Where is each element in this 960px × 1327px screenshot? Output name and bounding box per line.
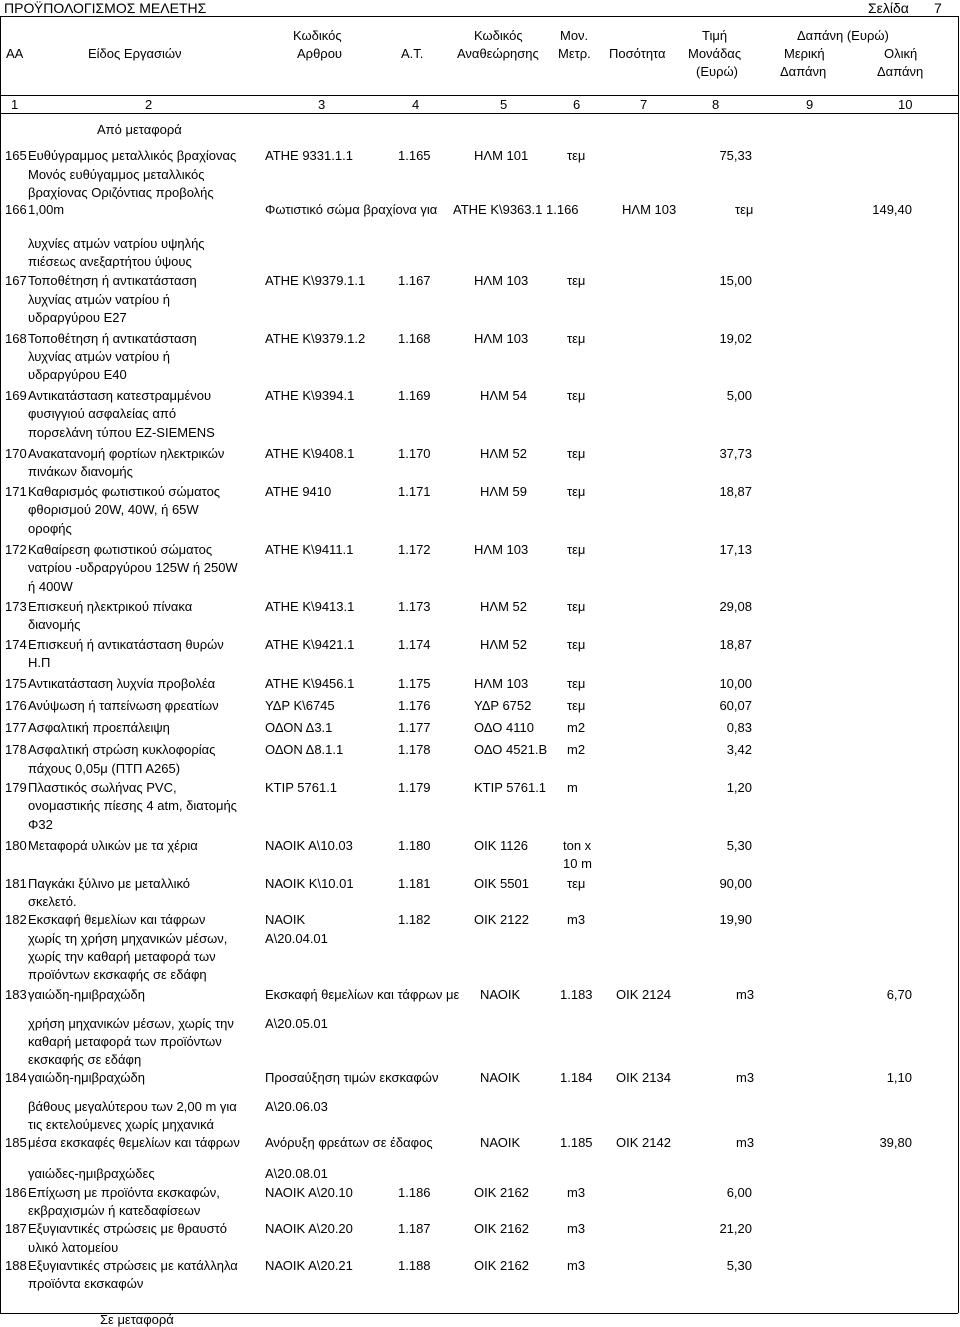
col-header-meriki-dapani: Δαπάνη (780, 64, 827, 79)
cell-text: 1.170 (398, 446, 431, 461)
amount-cell: 18,87 (719, 484, 752, 499)
cell-text: γαιώδες-ημιβραχώδες (28, 1166, 155, 1181)
cell-text: m3 (736, 987, 755, 1002)
cell-text: Ασφαλτική στρώση κυκλοφορίας (28, 742, 216, 757)
cell-text: ΟΔΟΝ Δ8.1.1 (265, 742, 344, 757)
cell-text: ΟΔΟΝ Δ3.1 (265, 720, 333, 735)
cell-text: διανομής (28, 617, 81, 632)
col-number: 6 (573, 97, 581, 112)
amount-cell: 19,02 (719, 331, 752, 346)
amount-cell: 18,87 (719, 637, 752, 652)
cell-text: m3 (567, 912, 586, 927)
amount-cell: 3,42 (726, 742, 752, 757)
col-header-oliki-dapani: Δαπάνη (877, 64, 924, 79)
amount-cell: 21,20 (719, 1221, 752, 1236)
cell-text: τεμ (567, 676, 586, 691)
cell-text: ΗΛΜ 103 (474, 331, 529, 346)
cell-text: λυχνίες ατμών νατρίου υψηλής (28, 236, 205, 251)
row-number: 179 (5, 780, 27, 795)
amount-cell: 39,80 (879, 1135, 912, 1150)
cell-text: ΗΛΜ 52 (480, 637, 527, 652)
cell-text: Καθαίρεση φωτιστικού σώματος (28, 542, 213, 557)
cell-text: 1.176 (398, 698, 431, 713)
cell-text: πινάκων διανομής (28, 464, 133, 479)
cell-text: ton x (563, 838, 592, 853)
cell-text: m3 (736, 1135, 755, 1150)
col-header-posotita: Ποσότητα (609, 46, 666, 61)
cell-text: τεμ (567, 148, 586, 163)
cell-text: ΟΙΚ 2134 (616, 1070, 671, 1085)
col-number: 2 (145, 97, 153, 112)
cell-text: 1.168 (398, 331, 431, 346)
cell-text: λυχνίας ατμών νατρίου ή (28, 349, 170, 364)
cell-text: ΗΛΜ 103 (622, 202, 677, 217)
cell-text: ΑΤΗΕ 9410 (265, 484, 332, 499)
cell-text: 1.174 (398, 637, 431, 652)
cell-text: ΝΑΟΙΚ Α\20.21 (265, 1258, 353, 1273)
amount-cell: 29,08 (719, 599, 752, 614)
amount-cell: 17,13 (719, 542, 752, 557)
cell-text: καθαρή μεταφορά των προϊόντων (28, 1034, 222, 1049)
cell-text: 1,00m (28, 202, 65, 217)
row-number: 166 (5, 202, 27, 217)
row-number: 185 (5, 1135, 27, 1150)
cell-text: ΝΑΟΙΚ (265, 912, 306, 927)
cell-text: υδραργύρου Ε40 (28, 367, 127, 382)
col-number: 9 (806, 97, 814, 112)
cell-text: 1.169 (398, 388, 431, 403)
cell-text: τεμ (567, 599, 586, 614)
cell-text: ΑΤΗΕ Κ\9394.1 (265, 388, 355, 403)
cell-text: ΗΛΜ 52 (480, 446, 527, 461)
carry-in-label: Από μεταφορά (97, 122, 182, 137)
cell-text: 1.175 (398, 676, 431, 691)
table-left-border (0, 16, 1, 1313)
row-number: 187 (5, 1221, 27, 1236)
cell-text: Ευθύγραμμος μεταλλικός βραχίονας (28, 148, 237, 163)
cell-text: m3 (567, 1185, 586, 1200)
cell-text: ΑΤΗΕ 9331.1.1 (265, 148, 353, 163)
cell-text: χρήση μηχανικών μέσων, χωρίς την (28, 1016, 234, 1031)
cell-text: 10 m (563, 856, 592, 871)
col-number: 7 (640, 97, 648, 112)
cell-text: 1.177 (398, 720, 431, 735)
row-number: 171 (5, 484, 27, 499)
col-header-meriki: Μερική (784, 46, 825, 61)
cell-text: νατρίου -υδραργύρου 125W ή 250W (28, 560, 238, 575)
cell-text: ΝΑΟΙΚ Α\20.20 (265, 1221, 353, 1236)
cell-text: Ανακατανομή φορτίων ηλεκτρικών (28, 446, 225, 461)
header-bottom-rule (0, 95, 958, 96)
row-number: 174 (5, 637, 27, 652)
cell-text: τεμ (735, 202, 754, 217)
row-number: 184 (5, 1070, 27, 1085)
amount-cell: 6,70 (886, 987, 912, 1002)
cell-text: Αντικατάσταση λυχνία προβολέα (28, 676, 216, 691)
cell-text: Επισκευή ή αντικατάσταση θυρών (28, 637, 224, 652)
cell-text: τεμ (567, 273, 586, 288)
cell-text: ΗΛΜ 59 (480, 484, 527, 499)
row-number: 180 (5, 838, 27, 853)
row-number: 165 (5, 148, 27, 163)
amount-cell: 149,40 (872, 202, 912, 217)
cell-text: 1.166 (546, 202, 579, 217)
cell-text: ΝΑΟΙΚ (480, 987, 521, 1002)
cell-text: ΟΙΚ 2162 (474, 1258, 529, 1273)
cell-text: ΚΤΙΡ 5761.1 (474, 780, 547, 795)
cell-text: ΑΤΗΕ Κ\9421.1 (265, 637, 355, 652)
row-number: 173 (5, 599, 27, 614)
cell-text: τεμ (567, 876, 586, 891)
cell-text: m2 (567, 720, 586, 735)
cell-text: 1.181 (398, 876, 431, 891)
row-number: 167 (5, 273, 27, 288)
row-number: 172 (5, 542, 27, 557)
amount-cell: 75,33 (719, 148, 752, 163)
cell-text: 1.188 (398, 1258, 431, 1273)
amount-cell: 37,73 (719, 446, 752, 461)
page-number: 7 (934, 0, 942, 16)
cell-text: ή 400W (28, 579, 73, 594)
cell-text: Πλαστικός σωλήνας PVC, (28, 780, 177, 795)
cell-text: m3 (567, 1258, 586, 1273)
col-header-aa: ΑΑ (6, 46, 24, 61)
cell-text: Α\20.04.01 (265, 931, 328, 946)
cell-text: προϊόντων εκσκαφής σε εδάφη (28, 967, 207, 982)
col-header-at: Α.Τ. (401, 46, 424, 61)
cell-text: 1.180 (398, 838, 431, 853)
cell-text: Προσαύξηση τιμών εκσκαφών (265, 1070, 439, 1085)
cell-text: Φωτιστικό σώμα βραχίονα για (265, 202, 438, 217)
column-numbers-rule (0, 113, 958, 114)
cell-text: Επίχωση με προϊόντα εκσκαφών, (28, 1185, 220, 1200)
cell-text: Καθαρισμός φωτιστικού σώματος (28, 484, 221, 499)
cell-text: Α\20.05.01 (265, 1016, 328, 1031)
cell-text: ΗΛΜ 103 (474, 676, 529, 691)
cell-text: 1.178 (398, 742, 431, 757)
cell-text: ΗΛΜ 54 (480, 388, 527, 403)
cell-text: Η.Π (28, 655, 51, 670)
row-number: 177 (5, 720, 27, 735)
cell-text: ΝΑΟΙΚ Α\10.03 (265, 838, 353, 853)
amount-cell: 1,20 (726, 780, 752, 795)
amount-cell: 5,30 (726, 1258, 752, 1273)
amount-cell: 19,90 (719, 912, 752, 927)
cell-text: γαιώδη-ημιβραχώδη (28, 987, 145, 1002)
cell-text: ΗΛΜ 52 (480, 599, 527, 614)
amount-cell: 60,07 (719, 698, 752, 713)
cell-text: Ανόρυξη φρεάτων σε έδαφος (265, 1135, 433, 1150)
amount-cell: 10,00 (719, 676, 752, 691)
cell-text: ΗΛΜ 103 (474, 542, 529, 557)
cell-text: φθορισμού 20W, 40W, ή 65W (28, 502, 199, 517)
cell-text: χωρίς τη χρήση μηχανικών μέσων, (28, 931, 228, 946)
col-header-mon-2: Μετρ. (558, 46, 591, 61)
amount-cell: 0,83 (726, 720, 752, 735)
col-header-kodikos-arthrou-1: Κωδικός (293, 28, 342, 43)
cell-text: ΚΤΙΡ 5761.1 (265, 780, 338, 795)
col-header-timi-1: Τιμή (702, 28, 728, 43)
cell-text: προϊόντα εκσκαφών (28, 1276, 144, 1291)
cell-text: 1.187 (398, 1221, 431, 1236)
header-top-rule (0, 16, 958, 17)
cell-text: Ανύψωση ή ταπείνωση φρεατίων (28, 698, 219, 713)
cell-text: φυσιγγιού ασφαλείας από (28, 406, 177, 421)
col-header-timi-3: (Ευρώ) (696, 64, 738, 79)
cell-text: 1.172 (398, 542, 431, 557)
cell-text: τεμ (567, 637, 586, 652)
cell-text: τεμ (567, 698, 586, 713)
row-number: 183 (5, 987, 27, 1002)
col-header-mon-1: Μον. (560, 28, 589, 43)
cell-text: εκσκαφής σε εδάφη (28, 1052, 142, 1067)
col-number: 1 (11, 97, 19, 112)
cell-text: ΝΑΟΙΚ Κ\10.01 (265, 876, 354, 891)
cell-text: 1.185 (560, 1135, 593, 1150)
cell-text: Εκσκαφή θεμελίων και τάφρων με (265, 987, 460, 1002)
cell-text: Επισκευή ηλεκτρικού πίνακα (28, 599, 193, 614)
row-number: 178 (5, 742, 27, 757)
amount-cell: 5,30 (726, 838, 752, 853)
cell-text: m3 (736, 1070, 755, 1085)
cell-text: ΑΤΗΕ Κ\9379.1.1 (265, 273, 366, 288)
cell-text: 1.179 (398, 780, 431, 795)
cell-text: Τοποθέτηση ή αντικατάσταση (28, 331, 197, 346)
cell-text: χωρίς την καθαρή μεταφορά των (28, 949, 216, 964)
cell-text: λυχνίας ατμών νατρίου ή (28, 292, 170, 307)
carry-out-label: Σε μεταφορά (100, 1312, 174, 1327)
cell-text: Μονός ευθύγαμμος μεταλλικός (28, 167, 205, 182)
cell-text: ΝΑΟΙΚ Α\20.10 (265, 1185, 353, 1200)
cell-text: υλικό λατομείου (28, 1240, 119, 1255)
cell-text: ΑΤΗΕ Κ\9363.1 (453, 202, 543, 217)
table-right-border (958, 16, 959, 1313)
cell-text: εκβραχισμών ή κατεδαφίσεων (28, 1203, 201, 1218)
cell-text: Φ32 (28, 817, 53, 832)
cell-text: βραχίονας Οριζόντιας προβολής (28, 185, 214, 200)
cell-text: 1.184 (560, 1070, 593, 1085)
row-number: 170 (5, 446, 27, 461)
cell-text: 1.167 (398, 273, 431, 288)
cell-text: ΑΤΗΕ Κ\9413.1 (265, 599, 355, 614)
col-number: 3 (318, 97, 326, 112)
col-number: 8 (712, 97, 720, 112)
cell-text: m3 (567, 1221, 586, 1236)
cell-text: ΑΤΗΕ Κ\9379.1.2 (265, 331, 366, 346)
cell-text: τις εκτελούμενες χωρίς μηχανικά (28, 1117, 214, 1132)
cell-text: 1.165 (398, 148, 431, 163)
cell-text: ΟΙΚ 1126 (474, 838, 528, 853)
amount-cell: 6,00 (726, 1185, 752, 1200)
col-number: 4 (412, 97, 420, 112)
cell-text: ονομαστικής πίεσης 4 atm, διατομής (28, 798, 237, 813)
cell-text: πιέσεως ανεξαρτήτου ύψους (28, 254, 192, 269)
cell-text: m2 (567, 742, 586, 757)
cell-text: οροφής (28, 521, 72, 536)
cell-text: τεμ (567, 542, 586, 557)
cell-text: ΟΙΚ 2162 (474, 1185, 529, 1200)
cell-text: Αντικατάσταση κατεστραμμένου (28, 388, 212, 403)
cell-text: ΟΔΟ 4521.Β (474, 742, 548, 757)
cell-text: ΝΑΟΙΚ (480, 1135, 521, 1150)
row-number: 188 (5, 1258, 27, 1273)
cell-text: τεμ (567, 331, 586, 346)
cell-text: 1.186 (398, 1185, 431, 1200)
cell-text: ΑΤΗΕ Κ\9408.1 (265, 446, 355, 461)
amount-cell: 1,10 (886, 1070, 912, 1085)
cell-text: ΝΑΟΙΚ (480, 1070, 521, 1085)
row-number: 186 (5, 1185, 27, 1200)
cell-text: τεμ (567, 446, 586, 461)
cell-text: Παγκάκι ξύλινο με μεταλλικό (28, 876, 191, 891)
col-number: 5 (500, 97, 508, 112)
cell-text: ΑΤΗΕ Κ\9456.1 (265, 676, 355, 691)
page-label: Σελίδα (868, 0, 909, 16)
cell-text: m (567, 780, 578, 795)
cell-text: ΟΙΚ 5501 (474, 876, 529, 891)
row-number: 181 (5, 876, 27, 891)
cell-text: 1.173 (398, 599, 431, 614)
col-header-kodikos-anatheorisis-2: Αναθεώρησης (457, 46, 539, 61)
cell-text: Α\20.06.03 (265, 1099, 328, 1114)
cell-text: Εκσκαφή θεμελίων και τάφρων (28, 912, 206, 927)
col-header-oliki: Ολική (884, 46, 918, 61)
cell-text: μέσα εκσκαφές θεμελίων και τάφρων (28, 1135, 240, 1150)
cell-text: 1.171 (398, 484, 431, 499)
row-number: 176 (5, 698, 27, 713)
cell-text: ΗΛΜ 101 (474, 148, 529, 163)
document-title: ΠΡΟΫΠΟΛΟΓΙΣΜΟΣ ΜΕΛΕΤΗΣ (4, 0, 207, 16)
amount-cell: 90,00 (719, 876, 752, 891)
cell-text: τεμ (567, 484, 586, 499)
cell-text: ΟΙΚ 2142 (616, 1135, 671, 1150)
cell-text: ΗΛΜ 103 (474, 273, 529, 288)
cell-text: υδραργύρου Ε27 (28, 310, 127, 325)
col-header-eidos: Είδος Εργασιών (88, 46, 182, 61)
cell-text: ΟΔΟ 4110 (474, 720, 534, 735)
cell-text: Ασφαλτική προεπάλειψη (28, 720, 170, 735)
cell-text: ΥΔΡ Κ\6745 (265, 698, 335, 713)
cell-text: ΟΙΚ 2122 (474, 912, 529, 927)
cell-text: Εξυγιαντικές στρώσεις με θραυστό (28, 1221, 228, 1236)
row-number: 182 (5, 912, 27, 927)
col-header-dapani-group: Δαπάνη (Ευρώ) (797, 28, 889, 43)
cell-text: ΥΔΡ 6752 (474, 698, 532, 713)
cell-text: 1.182 (398, 912, 431, 927)
row-number: 169 (5, 388, 27, 403)
cell-text: βάθους μεγαλύτερου των 2,00 m για (28, 1099, 237, 1114)
cell-text: Τοποθέτηση ή αντικατάσταση (28, 273, 197, 288)
amount-cell: 15,00 (719, 273, 752, 288)
cell-text: 1.183 (560, 987, 593, 1002)
cell-text: πορσελάνη τύπου EZ-SIEMENS (28, 425, 215, 440)
col-header-kodikos-anatheorisis-1: Κωδικός (474, 28, 523, 43)
cell-text: Α\20.08.01 (265, 1166, 328, 1181)
col-header-timi-2: Μονάδας (688, 46, 742, 61)
row-number: 175 (5, 676, 27, 691)
cell-text: ΑΤΗΕ Κ\9411.1 (265, 542, 354, 557)
cell-text: πάχους 0,05μ (ΠΤΠ Α265) (28, 761, 181, 776)
cell-text: τεμ (567, 388, 586, 403)
cell-text: σκελετό. (28, 894, 77, 909)
row-number: 168 (5, 331, 27, 346)
cell-text: γαιώδη-ημιβραχώδη (28, 1070, 145, 1085)
cell-text: Εξυγιαντικές στρώσεις με κατάλληλα (28, 1258, 238, 1273)
col-number: 10 (898, 97, 913, 112)
cell-text: Μεταφορά υλικών με τα χέρια (28, 838, 198, 853)
cell-text: ΟΙΚ 2124 (616, 987, 671, 1002)
col-header-kodikos-arthrou-2: Αρθρου (297, 46, 343, 61)
amount-cell: 5,00 (726, 388, 752, 403)
cell-text: ΟΙΚ 2162 (474, 1221, 529, 1236)
